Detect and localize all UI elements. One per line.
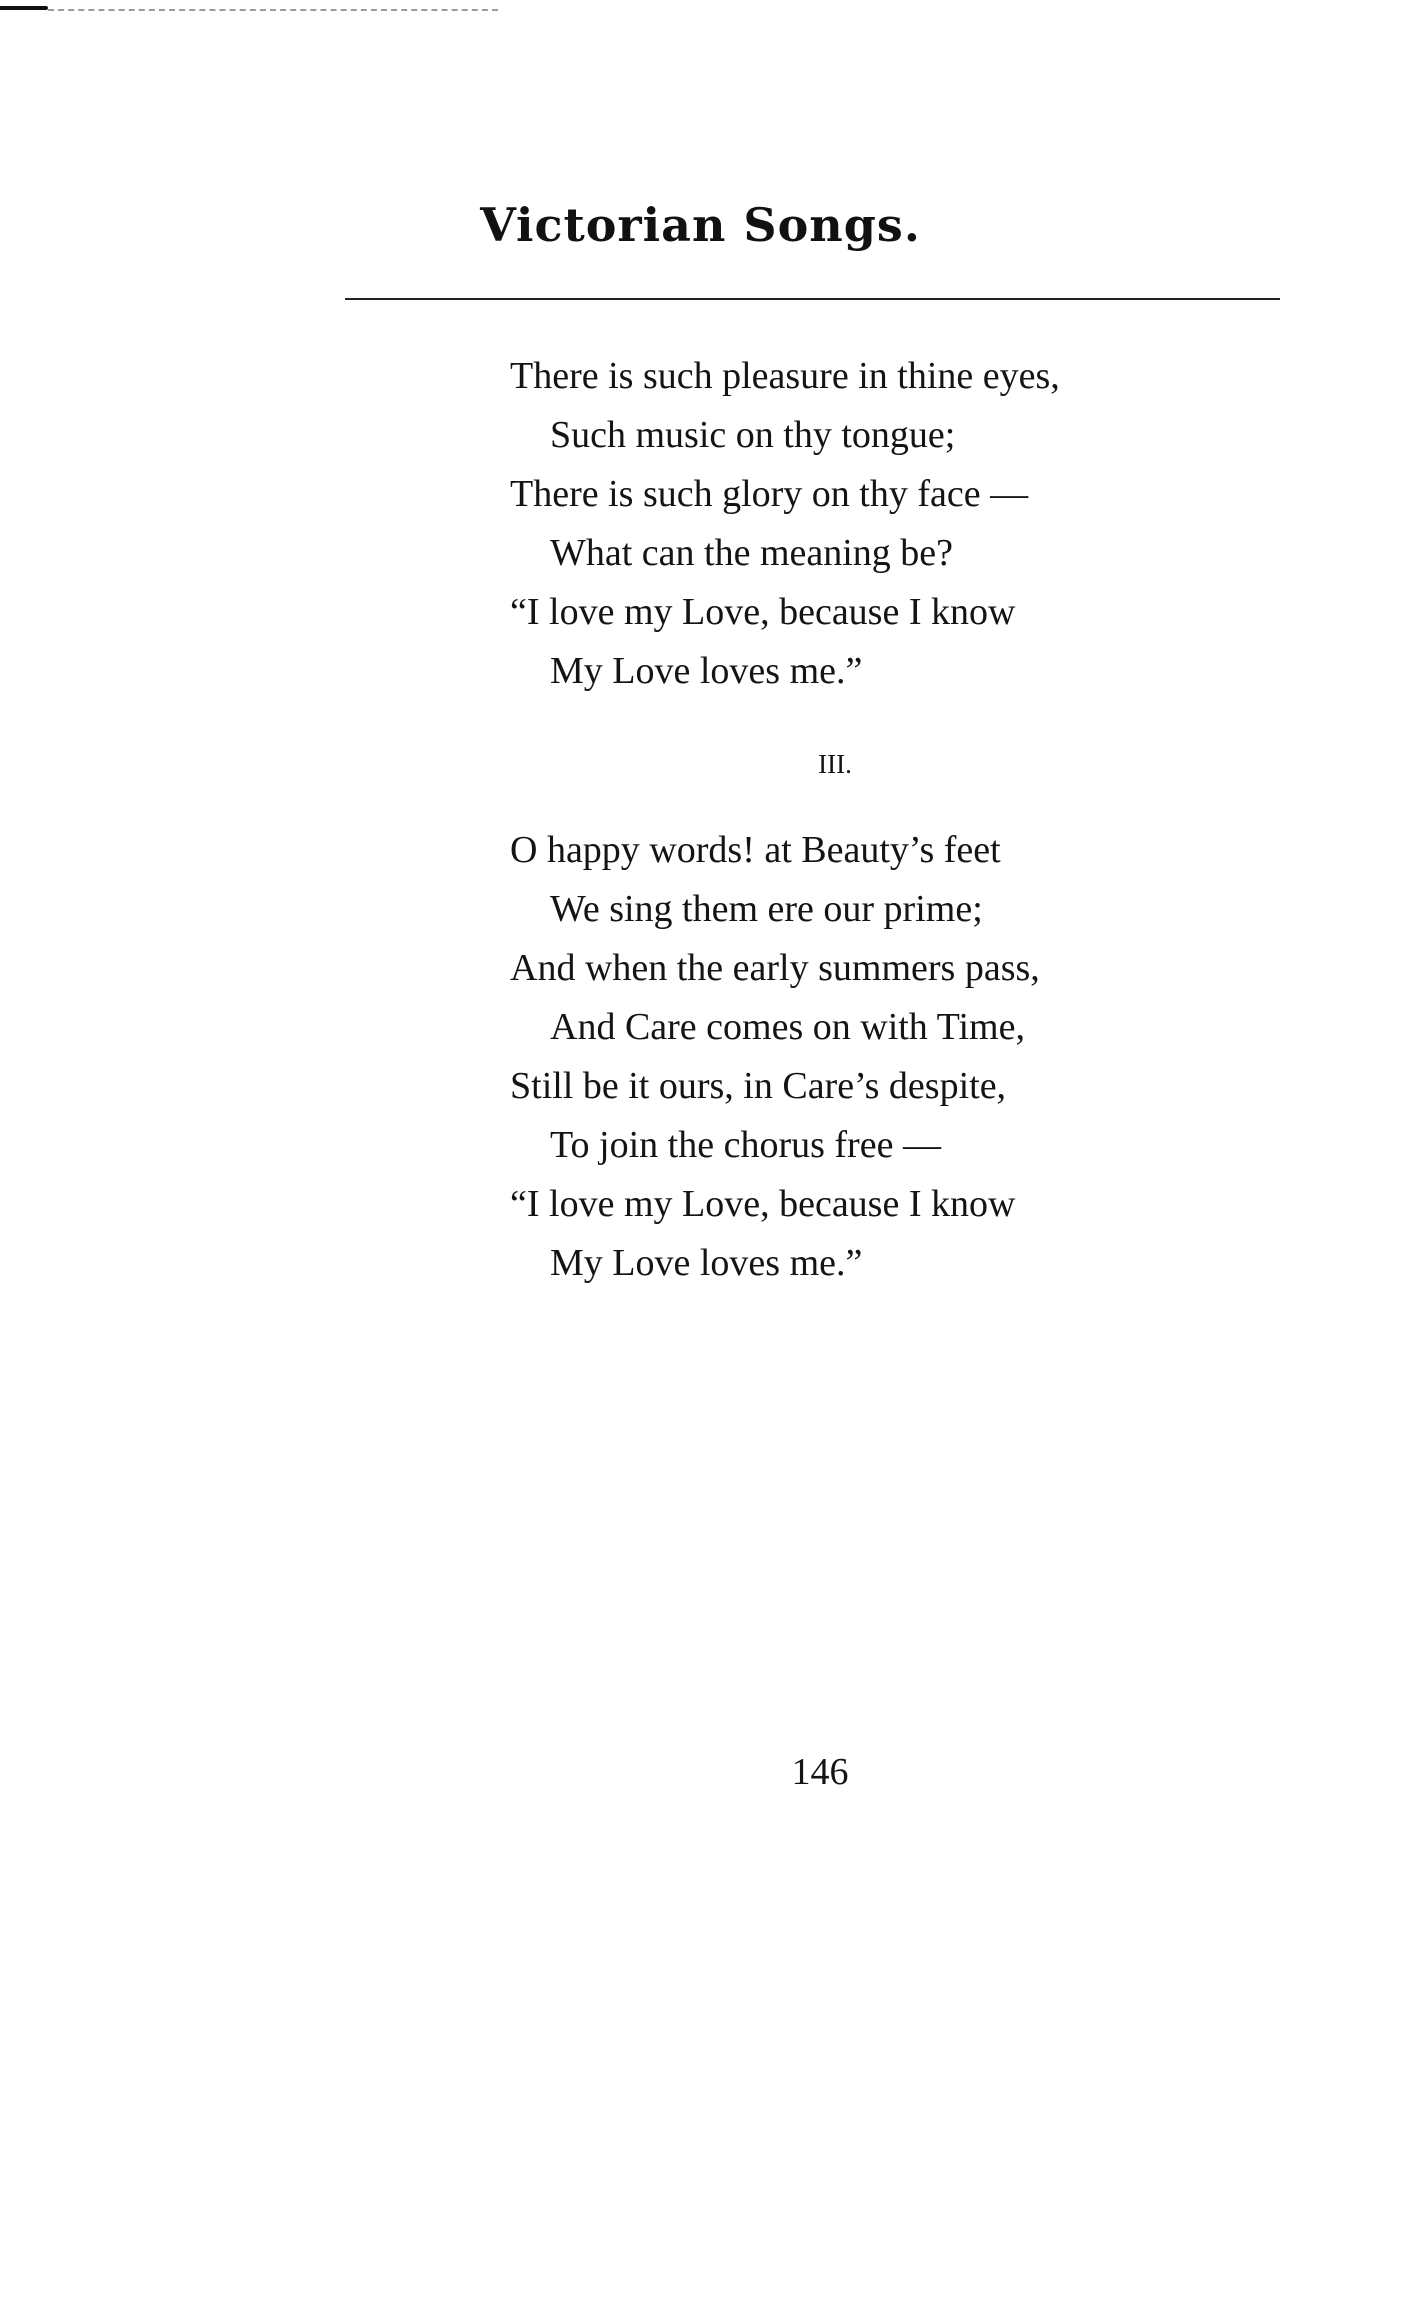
verse-line: “I love my Love, because I know [510,1183,1016,1225]
poem-body [510,347,1230,1293]
verse-line: There is such pleasure in thine eyes, [510,355,1060,397]
verse-line: To join the chorus free — [550,1124,941,1166]
verse-line: And Care comes on with Time, [550,1006,1025,1048]
stanza-1 [510,347,1230,701]
verse-line: “I love my Love, because I know [510,591,1016,633]
running-head: Victorian Songs. [480,198,921,252]
verse-line: Still be it ours, in Care’s despite, [510,1065,1007,1107]
header-rule [345,298,1280,300]
verse-line: There is such glory on thy face — [510,473,1029,515]
verse-line: My Love loves me.” [550,650,863,692]
page-number: 146 [791,1751,849,1793]
scan-edge-dashes [48,9,498,11]
scan-edge-mark [0,6,48,10]
section-numeral: III. [818,749,852,779]
verse-line: My Love loves me.” [550,1242,863,1284]
verse-line: What can the meaning be? [550,532,954,574]
verse-line: We sing them ere our prime; [550,888,983,930]
verse-line: O happy words! at Beauty’s feet [510,829,1001,871]
verse-line: Such music on thy tongue; [550,414,956,456]
verse-line: And when the early summers pass, [510,947,1040,989]
stanza-2 [510,821,1230,1293]
